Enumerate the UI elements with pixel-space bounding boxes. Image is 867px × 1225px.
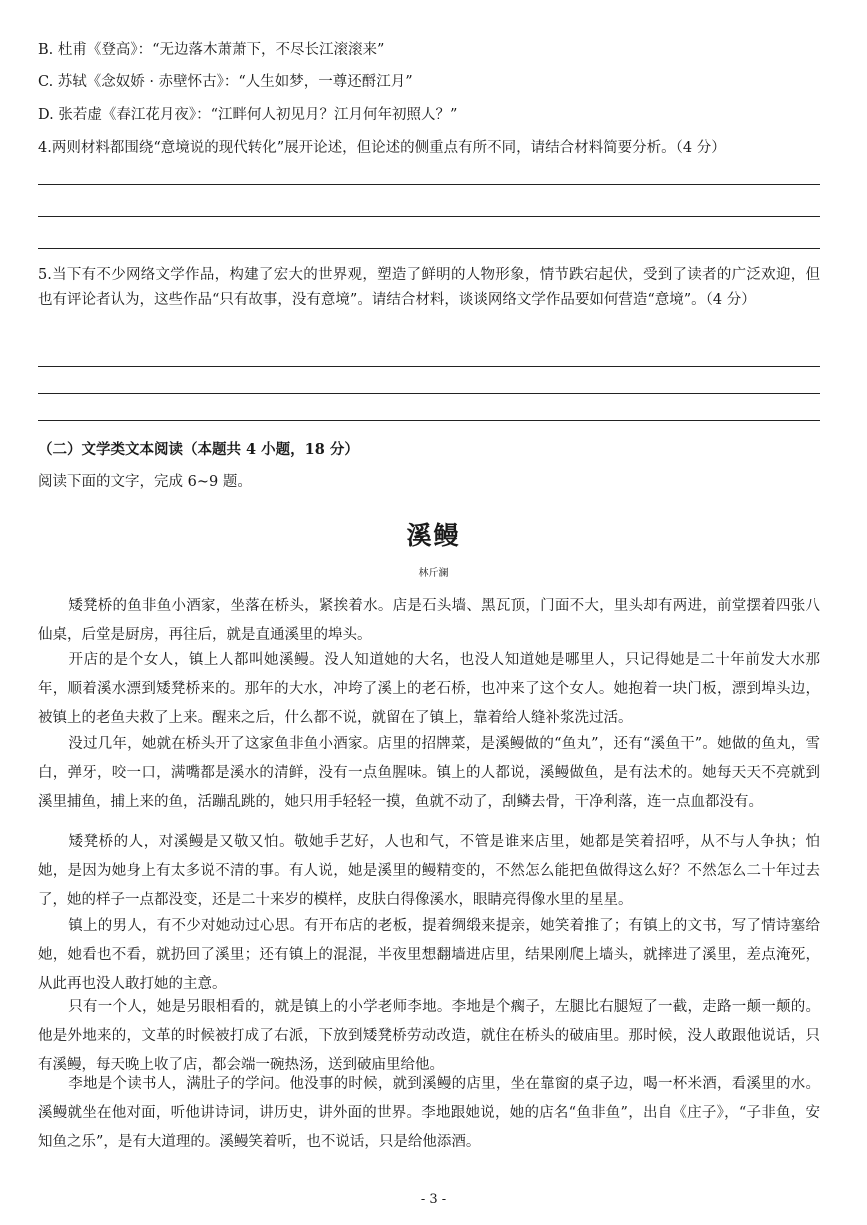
page-number: - 3 - <box>420 1192 447 1207</box>
story-title: 溪鳗 <box>406 521 461 550</box>
story-paragraph: 开店的是个女人，镇上人都叫她溪鳗。没人知道她的大名，也没人知道她是哪里人，只记得她是二十年前发大水那年，顺着溪水漂到矮凳桥来的。那年的大水，冲垮了溪上的老石桥，也冲来了这个女人。她抱着一块门板，漂到埠头边，被镇上的老鱼夫救了上来。醒来之后，什么都不说，就留在了镇上，靠着给人缝补浆洗过活。 <box>38 652 820 726</box>
story-paragraph: 只有一个人，她是另眼相看的，就是镇上的小学老师李地。李地是个瘸子，左腿比右腿短了一截，走路一颠一颠的。他是外地来的，文革的时候被打成了右派，下放到矮凳桥劳动改造，就住在桥头的破庙里。那时候，没人敢跟他说话，只有溪鳗，每天晚上收了店，都会端一碗热汤，送到破庙里给他。 <box>38 999 820 1073</box>
section-heading: （二）文学类文本阅读（本题共 4 小题，18 分） <box>38 441 359 458</box>
answer-line <box>38 184 820 185</box>
question-5: 5.当下有不少网络文学作品，构建了宏大的世界观，塑造了鲜明的人物形象，情节跌宕起伏，受到了读者的广泛欢迎，但也有评论者认为，这些作品“只有故事，没有意境”。请结合材料，谈谈网络文学作品要如何营造“意境”。（4 分） <box>38 267 820 308</box>
story-paragraph: 镇上的男人，有不少对她动过心思。有开布店的老板，提着绸缎来提亲，她笑着推了；有镇上的文书，写了情诗塞给她，她看也不看，就扔回了溪里；还有镇上的混混，半夜里想翻墙进店里，结果刚爬上墙头，就摔进了溪里，差点淹死，从此再也没人敢打她的主意。 <box>38 918 820 992</box>
story-author: 林斤澜 <box>418 568 449 579</box>
section-instruction: 阅读下面的文字，完成 6~9 题。 <box>38 474 252 490</box>
story-paragraph: 李地是个读书人，满肚子的学问。他没事的时候，就到溪鳗的店里，坐在靠窗的桌子边，喝一杯米酒，看溪里的水。溪鳗就坐在他对面，听他讲诗词，讲历史，讲外面的世界。李地跟她说，她的店名“鱼非鱼”，出自《庄子》，“子非鱼，安知鱼之乐”，是有大道理的。溪鳗笑着听，也不说话，只是给他添酒。 <box>38 1076 820 1150</box>
answer-line <box>38 366 820 367</box>
story-paragraph: 矮凳桥的鱼非鱼小酒家，坐落在桥头，紧挨着水。店是石头墙、黑瓦顶，门面不大，里头却有两进，前堂摆着四张八仙桌，后堂是厨房，再往后，就是直通溪里的埠头。 <box>38 598 820 643</box>
answer-line <box>38 216 820 217</box>
option-b: B. 杜甫《登高》：“无边落木萧萧下，不尽长江滚滚来” <box>38 42 385 58</box>
question-4: 4.两则材料都围绕“意境说的现代转化”展开论述，但论述的侧重点有所不同，请结合材料简要分析。（4 分） <box>38 140 726 156</box>
answer-line <box>38 393 820 394</box>
option-d: D. 张若虚《春江花月夜》：“江畔何人初见月？江月何年初照人？” <box>38 107 458 123</box>
answer-line <box>38 420 820 421</box>
option-c: C. 苏轼《念奴娇 · 赤壁怀古》：“人生如梦，一尊还酹江月” <box>38 74 413 90</box>
story-paragraph: 没过几年，她就在桥头开了这家鱼非鱼小酒家。店里的招牌菜，是溪鳗做的“鱼丸”，还有“溪鱼干”。她做的鱼丸，雪白，弹牙，咬一口，满嘴都是溪水的清鲜，没有一点鱼腥味。镇上的人都说，溪鳗做鱼，是有法术的。她每天天不亮就到溪里捕鱼，捕上来的鱼，活蹦乱跳的，她只用手轻轻一摸，鱼就不动了，刮鳞去骨，干净利落，连一点血都没有。 <box>38 736 820 810</box>
story-paragraph: 矮凳桥的人，对溪鳗是又敬又怕。敬她手艺好，人也和气，不管是谁来店里，她都是笑着招呼，从不与人争执；怕她，是因为她身上有太多说不清的事。有人说，她是溪里的鳗精变的，不然怎么能把鱼做得这么好？不然怎么二十年过去了，她的样子一点都没变，还是二十来岁的模样，皮肤白得像溪水，眼睛亮得像水里的星星。 <box>38 834 820 908</box>
answer-line <box>38 248 820 249</box>
